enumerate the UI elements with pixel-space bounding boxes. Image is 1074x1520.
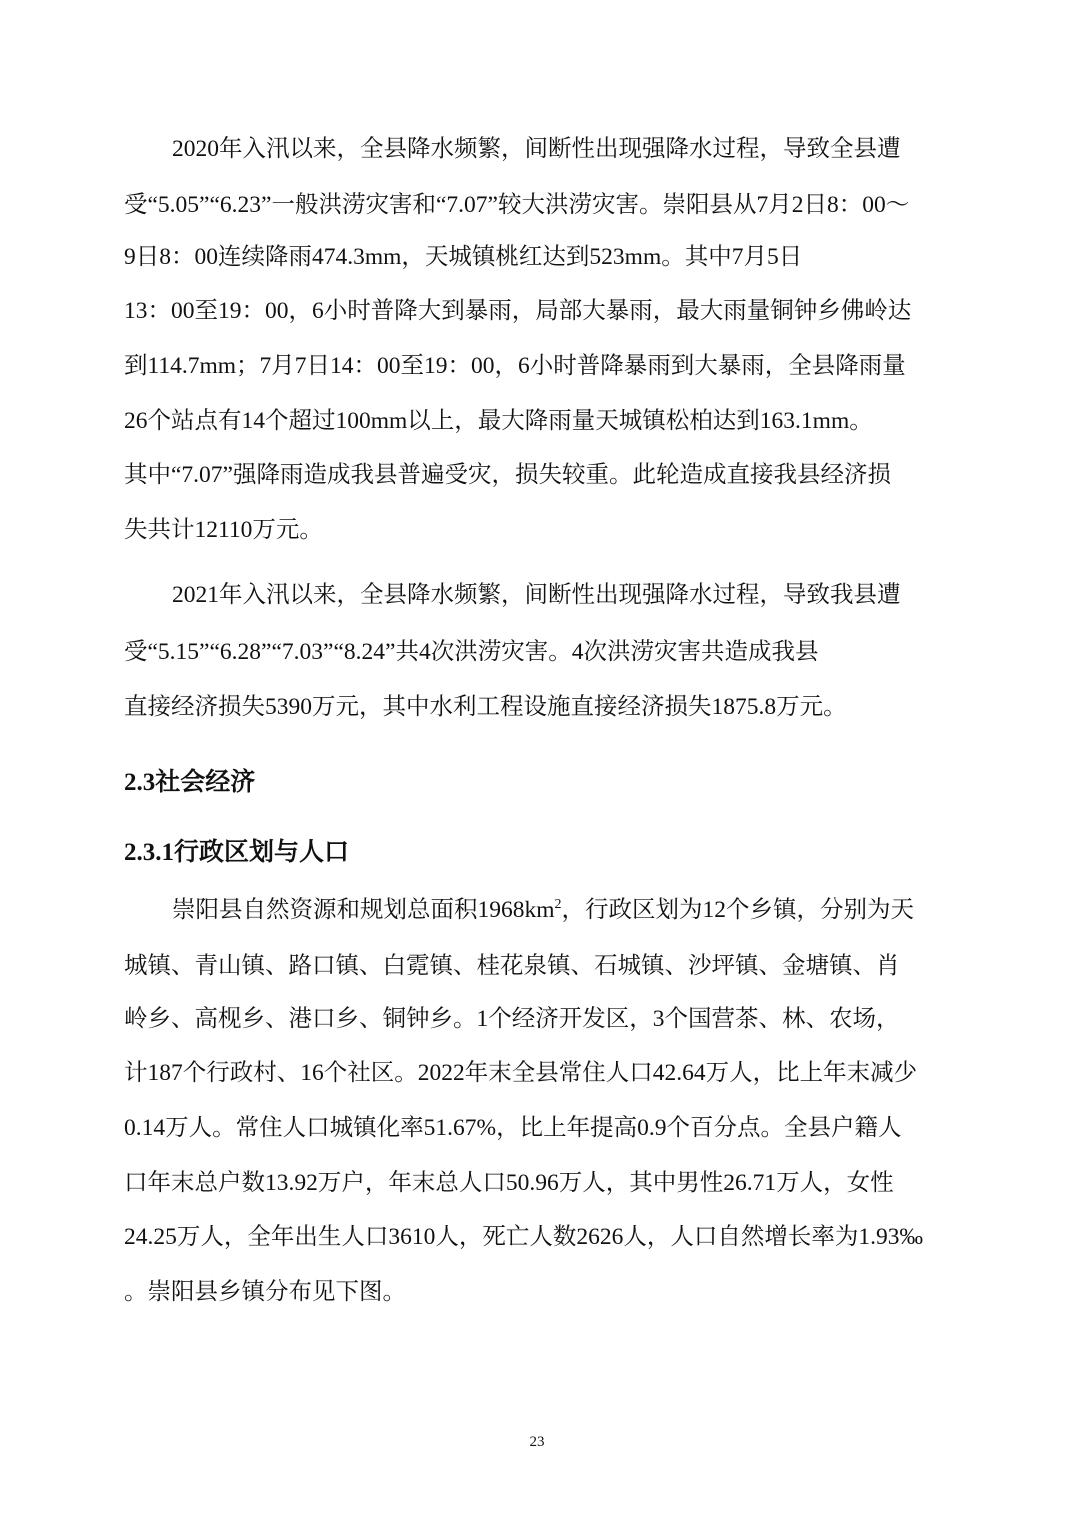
section-heading: 2.3社会经济 bbox=[124, 769, 256, 796]
paragraph-3-line-6: 口年末总户数13.92万户，年末总人口50.96万人，其中男性26.71万人，女性 bbox=[124, 1170, 894, 1196]
paragraph-3-line-8: 。崇阳县乡镇分布见下图。 bbox=[124, 1279, 406, 1305]
paragraph-3-line-1-text-b: ，行政区划为12个乡镇，分别为天 bbox=[561, 897, 915, 923]
paragraph-2-line-2: 受“5.15”“6.28”“7.03”“8.24”共4次洪涝灾害。4次洪涝灾害共造成我县 bbox=[124, 639, 819, 665]
paragraph-2-line-1: 2021年入汛以来，全县降水频繁，间断性出现强降水过程，导致我县遭 bbox=[172, 582, 901, 608]
subsection-heading: 2.3.1行政区划与人口 bbox=[124, 839, 350, 866]
paragraph-1-line-4: 13：00至19：00，6小时普降大到暴雨，局部大暴雨，最大雨量铜钟乡佛岭达 bbox=[124, 298, 912, 324]
paragraph-3-line-7: 24.25万人，全年出生人口3610人，死亡人数2626人，人口自然增长率为1.93‰ bbox=[124, 1224, 923, 1250]
paragraph-3-line-2: 城镇、青山镇、路口镇、白霓镇、桂花泉镇、石城镇、沙坪镇、金塘镇、肖 bbox=[124, 953, 900, 979]
paragraph-1-line-7: 其中“7.07”强降雨造成我县普遍受灾，损失较重。此轮造成直接我县经济损 bbox=[124, 462, 891, 488]
paragraph-3-line-3: 岭乡、高枧乡、港口乡、铜钟乡。1个经济开发区，3个国营茶、林、农场， bbox=[124, 1006, 900, 1032]
paragraph-3-line-1 bbox=[172, 895, 914, 925]
superscript-2: 2 bbox=[554, 897, 562, 913]
paragraph-1-line-2: 受“5.05”“6.23”一般洪涝灾害和“7.07”较大洪涝灾害。崇阳县从7月2日8：00～ bbox=[124, 192, 910, 218]
paragraph-1-line-3: 9日8：00连续降雨474.3mm，天城镇桃红达到523mm。其中7月5日 bbox=[124, 244, 803, 270]
paragraph-1-line-1: 2020年入汛以来，全县降水频繁，间断性出现强降水过程，导致全县遭 bbox=[172, 136, 901, 162]
page-number: 23 bbox=[529, 1434, 545, 1450]
paragraph-3-line-5: 0.14万人。常住人口城镇化率51.67%，比上年提高0.9个百分点。全县户籍人 bbox=[124, 1115, 902, 1141]
paragraph-3-line-4: 计187个行政村、16个社区。2022年末全县常住人口42.64万人，比上年末减少 bbox=[124, 1060, 918, 1086]
paragraph-1-line-6: 26个站点有14个超过100mm以上，最大降雨量天城镇松柏达到163.1mm。 bbox=[124, 408, 873, 434]
paragraph-2-line-3: 直接经济损失5390万元，其中水利工程设施直接经济损失1875.8万元。 bbox=[124, 694, 847, 720]
paragraph-1-line-5: 到114.7mm；7月7日14：00至19：00，6小时普降暴雨到大暴雨，全县降雨量 bbox=[124, 353, 906, 379]
paragraph-1-line-8: 失共计12110万元。 bbox=[124, 517, 323, 543]
paragraph-3-line-1-text-a: 崇阳县自然资源和规划总面积1968km bbox=[172, 897, 555, 923]
